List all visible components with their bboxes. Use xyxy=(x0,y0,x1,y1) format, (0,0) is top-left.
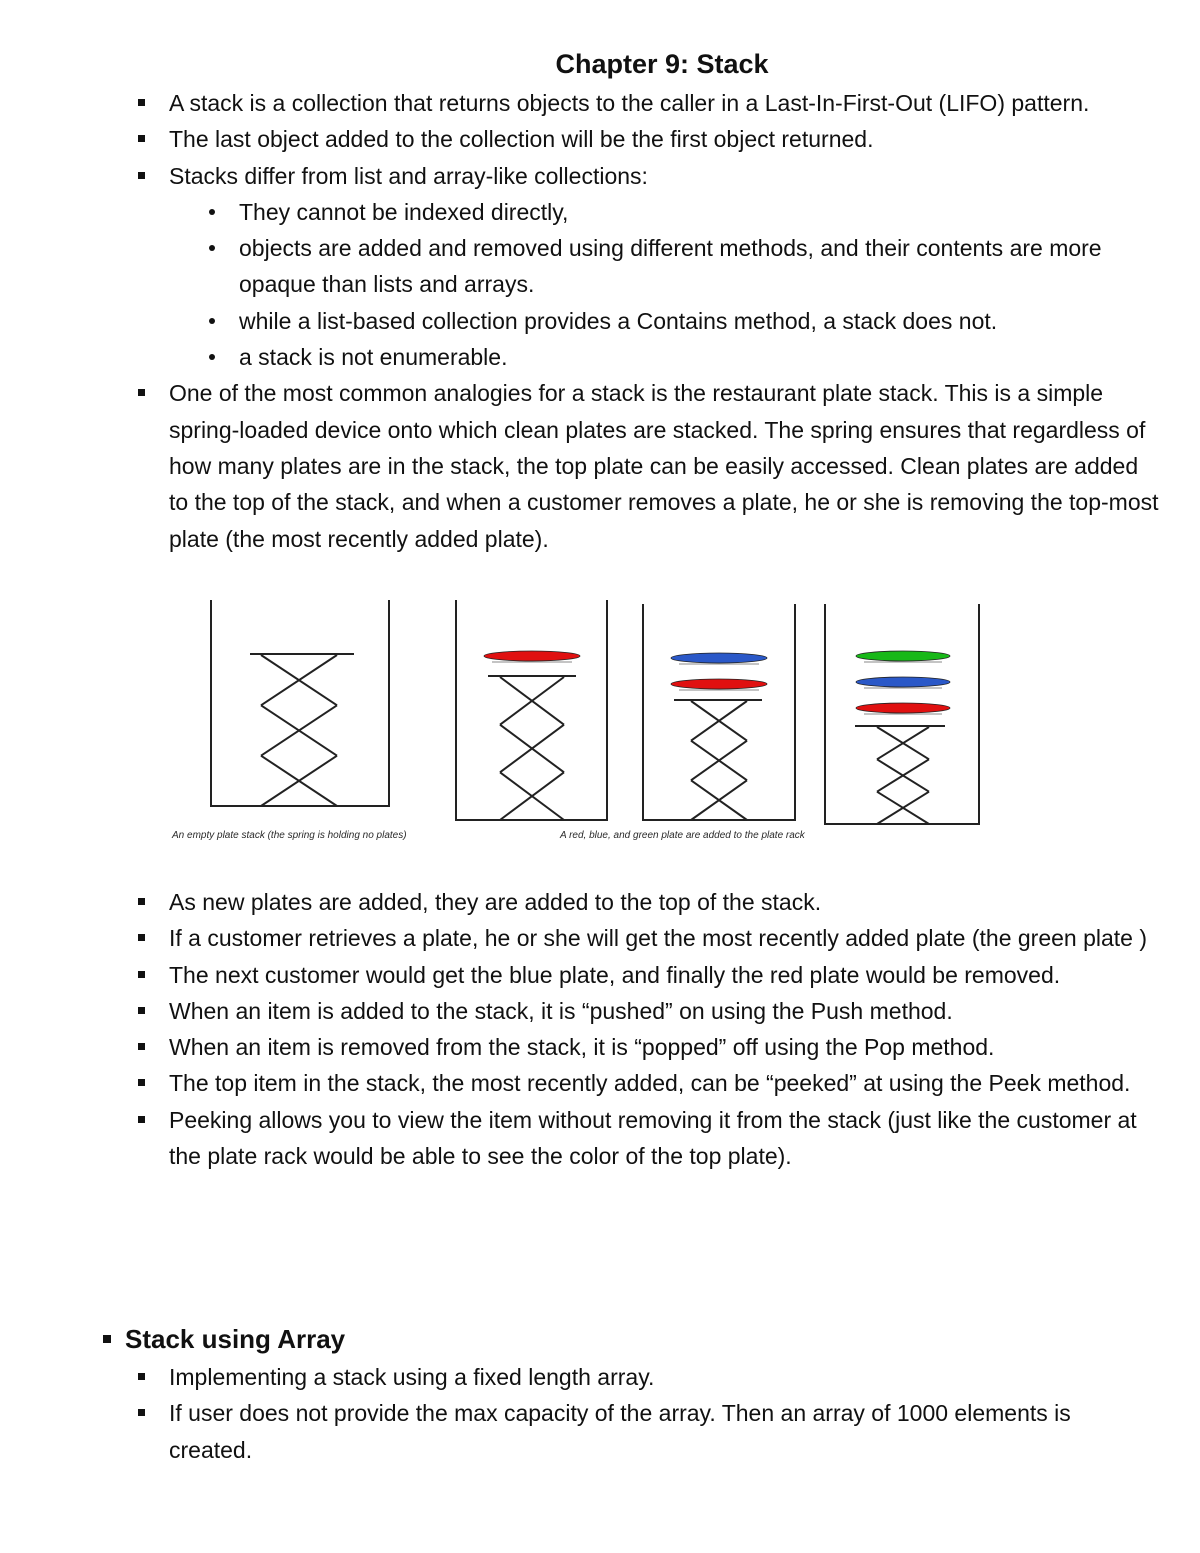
figure-caption-empty: An empty plate stack (the spring is holding no plates) xyxy=(172,830,407,841)
page-title: Chapter 9: Stack xyxy=(555,49,769,79)
spring-segment xyxy=(877,792,929,824)
array-section-list xyxy=(169,1359,1159,1468)
spring-segment xyxy=(261,655,337,705)
list-item: A stack is a collection that returns objects to the caller in a Last-In-First-Out (LIFO) pattern. xyxy=(169,85,1159,121)
spring-segment xyxy=(691,701,747,741)
spring-segment xyxy=(261,756,337,806)
differences-list xyxy=(169,194,1159,375)
rack-frame xyxy=(643,604,795,820)
analogy-paragraph: One of the most common analogies for a stack is the restaurant plate stack. This is a simple spring-loaded device onto which clean plates are stacked. The spring ensures that regardless of how many plates are in the stack, the top plate can be easily accessed. Clean plates are added to the top of the stack, and when a customer removes a plate, he or she is removing the top-most plate (the most recently added plate). xyxy=(169,375,1159,556)
rack-frame xyxy=(456,600,607,820)
sub-list-item: while a list-based collection provides a Contains method, a stack does not. xyxy=(239,303,1159,339)
section-heading: Stack using Array xyxy=(125,1320,345,1358)
spring-segment xyxy=(691,741,747,781)
intro-list xyxy=(169,85,1159,557)
rack-three-plates xyxy=(825,604,979,824)
spring-segment xyxy=(877,759,929,791)
rack-empty xyxy=(211,600,389,806)
list-item: The next customer would get the blue plate, and finally the red plate would be removed. xyxy=(169,957,1159,993)
list-item: Implementing a stack using a fixed length array. xyxy=(169,1359,1159,1395)
operations-list xyxy=(169,884,1159,1174)
figure-caption-added: A red, blue, and green plate are added to the plate rack xyxy=(560,830,805,841)
sub-list-item: objects are added and removed using different methods, and their contents are more opaque than lists and arrays. xyxy=(239,230,1159,303)
plate xyxy=(671,653,767,663)
spring-segment xyxy=(500,677,564,725)
list-item: As new plates are added, they are added to the top of the stack. xyxy=(169,884,1159,920)
plate xyxy=(484,651,580,661)
differences-label: Stacks differ from list and array-like collections: xyxy=(169,162,648,189)
rack-frame xyxy=(211,600,389,806)
list-item-differences xyxy=(169,158,1159,376)
sub-list-item: a stack is not enumerable. xyxy=(239,339,1159,375)
spring-segment xyxy=(691,780,747,820)
plate xyxy=(856,677,950,687)
spring-segment xyxy=(877,727,929,759)
list-item: When an item is removed from the stack, it is “popped” off using the Pop method. xyxy=(169,1029,1159,1065)
plate-stack-figure xyxy=(170,598,990,848)
sub-list-item: They cannot be indexed directly, xyxy=(239,194,1159,230)
plate xyxy=(671,679,767,689)
list-item: When an item is added to the stack, it is “pushed” on using the Push method. xyxy=(169,993,1159,1029)
plate xyxy=(856,651,950,661)
spring-segment xyxy=(500,772,564,820)
plate-stack-diagram xyxy=(170,598,990,830)
spring-segment xyxy=(261,705,337,755)
list-item: Peeking allows you to view the item without removing it from the stack (just like the customer at the plate rack would be able to see the color of the top plate). xyxy=(169,1102,1159,1175)
list-item: The last object added to the collection will be the first object returned. xyxy=(169,121,1159,157)
rack-two-plates xyxy=(643,604,795,820)
list-item: The top item in the stack, the most recently added, can be “peeked” at using the Peek method. xyxy=(169,1065,1159,1101)
rack-one-plate xyxy=(456,600,607,820)
list-item: If user does not provide the max capacity of the array. Then an array of 1000 elements is created. xyxy=(169,1395,1159,1468)
spring-segment xyxy=(500,725,564,773)
list-item: If a customer retrieves a plate, he or she will get the most recently added plate (the green plate ) xyxy=(169,920,1159,956)
plate xyxy=(856,703,950,713)
